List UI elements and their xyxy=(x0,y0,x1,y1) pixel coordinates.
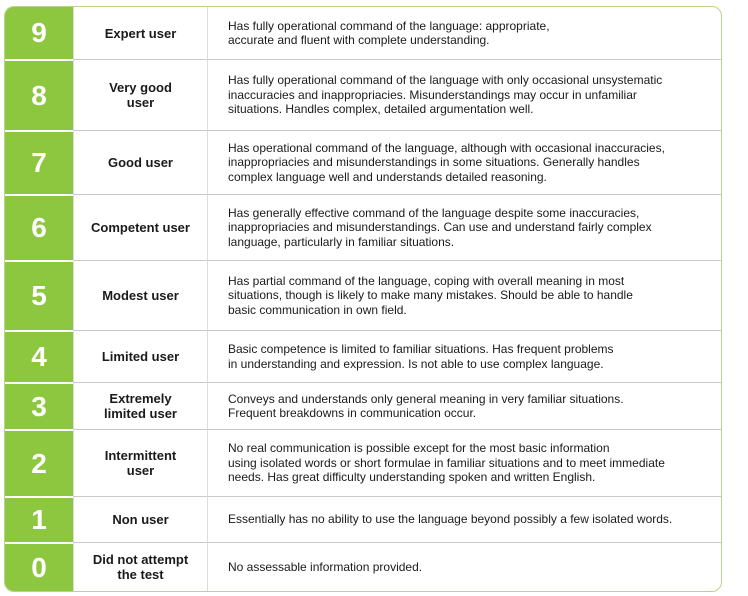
band-row-5 xyxy=(5,260,721,330)
band-label: Limited user xyxy=(73,330,207,382)
band-description: Conveys and understands only general meaning in very familiar situations. Frequent breakdowns in communication occur. xyxy=(207,382,721,429)
band-label: Did not attempt the test xyxy=(73,542,207,591)
band-score: 7 xyxy=(5,130,73,194)
band-description: No real communication is possible except for the most basic information using isolated words or short formulae in familiar situations and to meet immediate needs. Has great difficulty understanding spoken and written English. xyxy=(207,429,721,496)
band-label: Non user xyxy=(73,496,207,542)
band-description: Essentially has no ability to use the language beyond possibly a few isolated words. xyxy=(207,496,721,542)
band-label: Modest user xyxy=(73,260,207,330)
band-row-1 xyxy=(5,496,721,542)
band-row-0 xyxy=(5,542,721,591)
band-row-6 xyxy=(5,194,721,260)
band-label: Competent user xyxy=(73,194,207,260)
band-description: Has fully operational command of the language with only occasional unsystematic inaccuracies and inappropriacies. Misunderstandings may occur in unfamiliar situations. Handles complex, detailed argumentation well. xyxy=(207,59,721,130)
band-description: Has partial command of the language, coping with overall meaning in most situations, though is likely to make many mistakes. Should be able to handle basic communication in own field. xyxy=(207,260,721,330)
band-label: Extremely limited user xyxy=(73,382,207,429)
band-label: Good user xyxy=(73,130,207,194)
band-row-7 xyxy=(5,130,721,194)
band-score: 0 xyxy=(5,542,73,591)
band-row-3 xyxy=(5,382,721,429)
band-label: Very good user xyxy=(73,59,207,130)
band-score: 4 xyxy=(5,330,73,382)
band-score: 2 xyxy=(5,429,73,496)
band-score: 5 xyxy=(5,260,73,330)
band-row-8 xyxy=(5,59,721,130)
band-description: Basic competence is limited to familiar situations. Has frequent problems in understanding and expression. Is not able to use complex language. xyxy=(207,330,721,382)
band-score: 9 xyxy=(5,7,73,59)
band-row-2 xyxy=(5,429,721,496)
band-score: 6 xyxy=(5,194,73,260)
band-row-9 xyxy=(5,7,721,59)
band-label: Expert user xyxy=(73,7,207,59)
band-label: Intermittent user xyxy=(73,429,207,496)
band-score: 3 xyxy=(5,382,73,429)
band-score-table xyxy=(4,6,722,592)
band-description: No assessable information provided. xyxy=(207,542,721,591)
band-score: 8 xyxy=(5,59,73,130)
band-description: Has fully operational command of the language: appropriate, accurate and fluent with complete understanding. xyxy=(207,7,721,59)
band-score: 1 xyxy=(5,496,73,542)
band-description: Has generally effective command of the language despite some inaccuracies, inappropriacies and misunderstandings. Can use and understand fairly complex language, particularly in familiar situations. xyxy=(207,194,721,260)
band-row-4 xyxy=(5,330,721,382)
band-description: Has operational command of the language, although with occasional inaccuracies, inappropriacies and misunderstandings in some situations. Generally handles complex language well and understands detailed reasoning. xyxy=(207,130,721,194)
